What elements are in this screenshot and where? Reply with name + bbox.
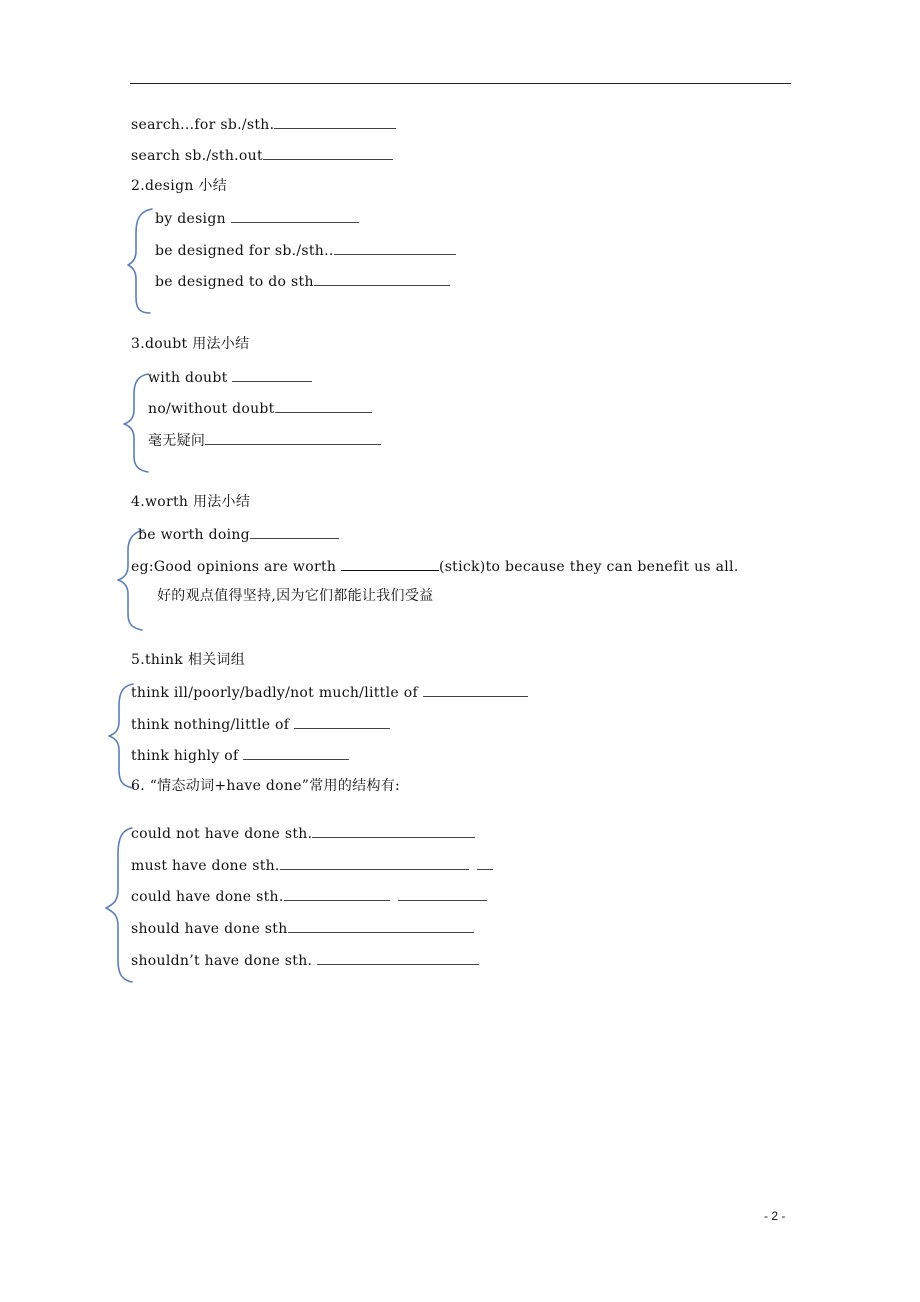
design-phrase-1: by design <box>155 211 231 227</box>
worth-example-suffix: (stick)to because they can benefit us all. <box>438 559 739 575</box>
worth-phrase-1: be worth doing <box>138 527 250 543</box>
answer-blank[interactable] <box>294 714 390 729</box>
worth-example-prefix: eg:Good opinions are worth <box>131 559 341 575</box>
design-phrase-3: be designed to do sth <box>155 274 314 290</box>
think-item-3 <box>131 745 349 765</box>
answer-blank[interactable] <box>334 240 456 255</box>
doubt-phrase-1: with doubt <box>148 370 233 386</box>
think-item-2 <box>131 714 390 734</box>
search-line-1 <box>131 114 396 134</box>
answer-blank[interactable] <box>312 823 475 838</box>
answer-blank[interactable] <box>232 367 312 382</box>
design-heading: 2.design 小结 <box>131 178 227 194</box>
modal-item-1 <box>131 823 475 843</box>
answer-blank[interactable] <box>280 855 469 870</box>
think-heading: 5.think 相关词组 <box>131 652 246 668</box>
answer-blank[interactable] <box>314 271 450 286</box>
doubt-phrase-3: 毫无疑问 <box>148 433 206 449</box>
modal-phrase-4: should have done sth <box>131 921 288 937</box>
answer-blank[interactable] <box>423 682 528 697</box>
modal-phrase-5: shouldn’t have done sth. <box>131 953 318 969</box>
doubt-item-1 <box>148 367 312 387</box>
modal-phrase-3: could have done sth. <box>131 889 284 905</box>
modal-item-4 <box>131 918 474 938</box>
answer-blank[interactable] <box>243 745 349 760</box>
modal-phrase-1: could not have done sth. <box>131 826 313 842</box>
search-phrase-1: search...for sb./sth. <box>131 117 275 133</box>
doubt-phrase-2: no/without doubt <box>148 401 275 417</box>
worth-item-1 <box>138 524 339 544</box>
answer-blank[interactable] <box>263 145 393 160</box>
modal-phrase-2: must have done sth. <box>131 858 280 874</box>
modal-item-2 <box>131 855 493 875</box>
modal-item-5 <box>131 950 479 970</box>
answer-blank[interactable] <box>205 430 381 445</box>
think-phrase-3: think highly of <box>131 748 244 764</box>
header-rule <box>130 83 791 84</box>
answer-blank[interactable] <box>477 855 493 870</box>
answer-blank[interactable] <box>288 918 474 933</box>
think-phrase-1: think ill/poorly/badly/not much/little of <box>131 685 423 701</box>
design-item-1 <box>155 208 359 228</box>
worth-heading: 4.worth 用法小结 <box>131 494 251 510</box>
modal-item-3 <box>131 886 487 906</box>
answer-blank[interactable] <box>250 524 339 539</box>
doubt-item-3 <box>148 430 381 450</box>
answer-blank[interactable] <box>231 208 359 223</box>
doubt-item-2 <box>148 398 372 418</box>
doubt-heading: 3.doubt 用法小结 <box>131 336 250 352</box>
think-item-1 <box>131 682 528 702</box>
design-item-2 <box>155 240 456 260</box>
answer-blank[interactable] <box>284 886 390 901</box>
answer-blank[interactable] <box>317 950 479 965</box>
design-phrase-2: be designed for sb./sth.. <box>155 243 334 259</box>
worth-example <box>131 556 739 576</box>
worth-translation: 好的观点值得坚持,因为它们都能让我们受益 <box>157 588 434 604</box>
answer-blank[interactable] <box>398 886 487 901</box>
design-item-3 <box>155 271 450 291</box>
answer-blank[interactable] <box>341 556 439 571</box>
think-phrase-2: think nothing/little of <box>131 717 295 733</box>
modal-heading: 6. “情态动词+have done”常用的结构有: <box>131 778 401 794</box>
search-phrase-2: search sb./sth.out <box>131 148 263 164</box>
search-line-2 <box>131 145 393 165</box>
answer-blank[interactable] <box>275 398 372 413</box>
page-number: - 2 - <box>764 1209 786 1223</box>
answer-blank[interactable] <box>274 114 396 129</box>
